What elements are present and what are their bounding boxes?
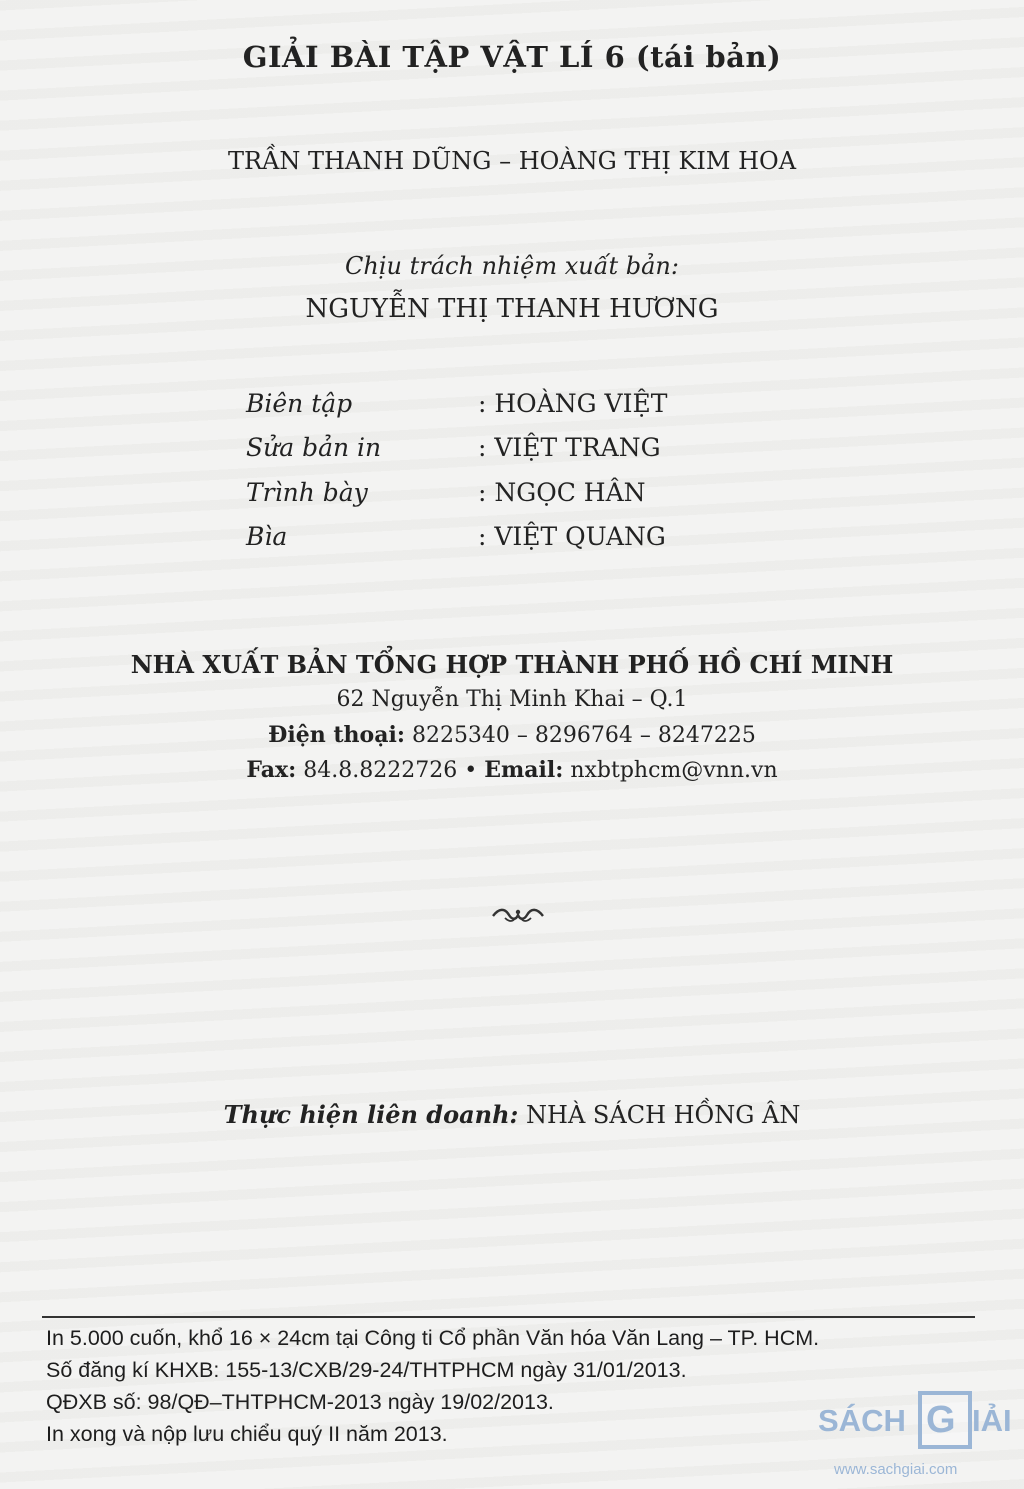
email-address: nxbtphcm@vnn.vn	[563, 758, 778, 783]
credit-role: Sửa bản in	[246, 433, 382, 463]
watermark-left-text: SÁCH	[818, 1403, 906, 1438]
responsibility-label: Chịu trách nhiệm xuất bản:	[345, 252, 679, 280]
credit-person: : VIỆT QUANG	[478, 522, 666, 552]
imprint-divider	[42, 1316, 975, 1318]
ornament-divider-icon	[491, 906, 545, 924]
watermark-box-letter: G	[926, 1399, 956, 1441]
watermark-right-text: IẢI	[972, 1403, 1012, 1438]
phone-label: Điện thoại:	[268, 722, 405, 748]
publisher-phone-line	[0, 722, 1024, 748]
imprint-decision: QĐXB số: 98/QĐ–THTPHCM-2013 ngày 19/02/2013.	[46, 1390, 554, 1414]
credit-row-editor	[246, 381, 846, 426]
credit-row-proofreader	[246, 426, 846, 471]
credit-role: Biên tập	[246, 388, 353, 418]
publisher-name: NHÀ XUẤT BẢN TỔNG HỢP THÀNH PHỐ HỒ CHÍ MINH	[130, 650, 894, 679]
credits-list	[246, 381, 846, 559]
credit-person: : VIỆT TRANG	[478, 433, 661, 463]
joint-venture-line	[0, 1100, 1024, 1129]
credit-person: : NGỌC HÂN	[478, 477, 646, 507]
watermark-url: www.sachgiai.com	[834, 1461, 958, 1478]
credit-person: : HOÀNG VIỆT	[478, 388, 668, 418]
imprint-print-run: In 5.000 cuốn, khổ 16 × 24cm tại Công ti Cổ phần Văn hóa Văn Lang – TP. HCM.	[46, 1326, 820, 1350]
book-title: GIẢI BÀI TẬP VẬT LÍ 6 (tái bản)	[242, 40, 782, 74]
sachgiai-watermark-logo	[818, 1385, 1018, 1485]
email-label: Email:	[484, 757, 564, 783]
joint-venture-label: Thực hiện liên doanh:	[223, 1100, 519, 1129]
imprint-registration: Số đăng kí KHXB: 155-13/CXB/29-24/THTPHCM ngày 31/01/2013.	[46, 1358, 687, 1382]
credit-role: Bìa	[246, 522, 288, 552]
joint-venture-value: NHÀ SÁCH HỒNG ÂN	[518, 1101, 801, 1129]
credit-row-cover	[246, 515, 846, 560]
fax-number: 84.8.8222726 •	[296, 758, 485, 783]
publisher-address: 62 Nguyễn Thị Minh Khai – Q.1	[336, 687, 688, 712]
phone-numbers: 8225340 – 8296764 – 8247225	[404, 723, 756, 748]
book-authors: TRẦN THANH DŨNG – HOÀNG THỊ KIM HOA	[227, 147, 797, 175]
credit-row-layout	[246, 470, 846, 515]
imprint-completion: In xong và nộp lưu chiểu quý II năm 2013.	[46, 1422, 448, 1446]
credit-role: Trình bày	[246, 477, 368, 507]
responsibility-name: NGUYỄN THỊ THANH HƯƠNG	[305, 294, 719, 324]
publisher-fax-email-line	[0, 757, 1024, 783]
fax-label: Fax:	[246, 757, 297, 783]
